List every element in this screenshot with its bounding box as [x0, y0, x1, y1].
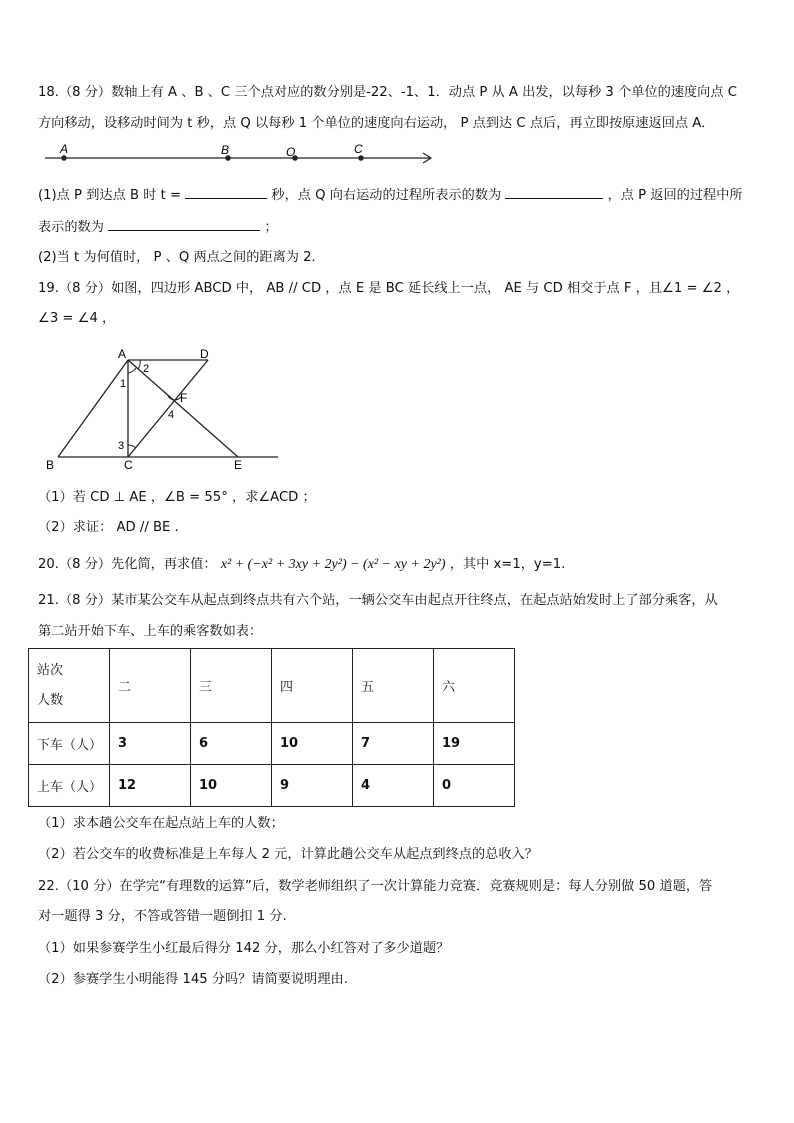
fig-label-f: F [180, 391, 188, 405]
fig-label-b: B [46, 458, 55, 472]
q22-line1: 22.（10 分）在学完“有理数的运算”后，数学老师组织了一次计算能力竞赛．竞赛规则是：每人分别做 50 道题，答 [38, 879, 713, 894]
point-c-dot [358, 155, 364, 161]
header-station: 站次 [37, 662, 64, 678]
station-col: 三 [191, 649, 272, 723]
bus-passenger-table [28, 648, 515, 807]
q18-part1-cont [38, 218, 758, 237]
fig-label-a: A [118, 347, 127, 361]
q18-part2: (2)当 t 为何值时， P 、Q 两点之间的距离为 2． [38, 250, 325, 265]
q19-sub1: （1）若 CD ⊥ AE ，∠B = 55° ，求∠ACD ； [38, 490, 316, 505]
answer-blank-2[interactable] [505, 186, 603, 199]
q18-part1 [38, 186, 758, 205]
q20-expression: x² + (−x² + 3xy + 2y²) − (x² − xy + 2y²) [220, 557, 446, 572]
q22-sub1: （1）如果参赛学生小红最后得分 142 分，那么小红答对了多少道题？ [38, 941, 450, 956]
q22-line2: 对一题得 3 分，不答或答错一题倒扣 1 分. [38, 909, 287, 924]
fig-label-e: E [234, 458, 243, 472]
q21-line1: 21.（8 分）某市某公交车从起点到终点共有六个站，一辆公交车由起点开往终点，在起点站始发时上了部分乘客，从 [38, 593, 718, 608]
table-row [29, 723, 515, 765]
axis-label-c: C [354, 142, 363, 156]
q18-part1-d: 表示的数为 [38, 220, 104, 235]
q18-part1-c: ，点 P 返回的过程中所 [607, 188, 743, 203]
table-cell: 0 [434, 765, 515, 807]
fig-label-4: 4 [168, 409, 175, 421]
row-label-alight: 下车（人） [29, 723, 110, 765]
station-col: 六 [434, 649, 515, 723]
q20-line [38, 556, 758, 574]
q20-text-a: 20.（8 分）先化简，再求值： [38, 557, 217, 572]
table-cell: 9 [272, 765, 353, 807]
number-line-figure [0, 138, 794, 178]
fig-label-1: 1 [120, 378, 127, 390]
table-cell: 10 [191, 765, 272, 807]
q21-sub1: （1）求本趟公交车在起点站上车的人数； [38, 816, 284, 831]
table-cell: 4 [353, 765, 434, 807]
fig-label-c: C [124, 458, 133, 472]
station-col: 五 [353, 649, 434, 723]
station-col: 四 [272, 649, 353, 723]
table-row [29, 765, 515, 807]
q19-line1: 19.（8 分）如图，四边形 ABCD 中， AB // CD ，点 E 是 BC 延长线上一点， AE 与 CD 相交于点 F ，且∠1 = ∠2 ， [38, 281, 740, 296]
q19-line2: ∠3 = ∠4 ， [38, 311, 116, 326]
q18-part1-b: 秒，点 Q 向右运动的过程所表示的数为 [271, 188, 502, 203]
fig-label-2: 2 [143, 363, 150, 375]
axis-label-b: B [221, 143, 230, 157]
q20-text-b: ，其中 x=1，y=1. [449, 557, 566, 572]
table-cell: 10 [272, 723, 353, 765]
q19-sub2: （2）求证： AD // BE . [38, 520, 179, 535]
table-cell: 6 [191, 723, 272, 765]
header-people: 人数 [37, 692, 64, 708]
table-cell: 7 [353, 723, 434, 765]
fig-label-d: D [200, 347, 209, 361]
q21-line2: 第二站开始下车、上车的乘客数如表： [38, 624, 263, 639]
q18-line2: 方向移动，设移动时间为 t 秒，点 Q 以每秒 1 个单位的速度向右运动， P 点到达 C 点后，再立即按原速返回点 A． [38, 116, 715, 131]
table-cell: 12 [110, 765, 191, 807]
q18-line1: 18.（8 分）数轴上有 A 、B 、C 三个点对应的数分别是-22、-1、1．动点 P 从 A 出发，以每秒 3 个单位的速度向点 C [38, 85, 737, 100]
q18-part1-e: ； [264, 220, 278, 235]
fig-label-3: 3 [118, 440, 125, 452]
table-header-corner [29, 649, 110, 723]
answer-blank-3[interactable] [108, 218, 260, 231]
axis-label-a: A [60, 142, 69, 156]
table-cell: 3 [110, 723, 191, 765]
station-col: 二 [110, 649, 191, 723]
q21-sub2: （2）若公交车的收费标准是上车每人 2 元，计算此趟公交车从起点到终点的总收入？ [38, 847, 538, 862]
q18-part1-a: (1)点 P 到达点 B 时 t = [38, 188, 181, 203]
axis-label-o: O [286, 145, 296, 159]
point-a-dot [61, 155, 67, 161]
q22-sub2: （2）参赛学生小明能得 145 分吗？请简要说明理由. [38, 972, 348, 987]
table-cell: 19 [434, 723, 515, 765]
row-label-board: 上车（人） [29, 765, 110, 807]
quadrilateral-figure [40, 345, 280, 475]
answer-blank-1[interactable] [185, 186, 267, 199]
